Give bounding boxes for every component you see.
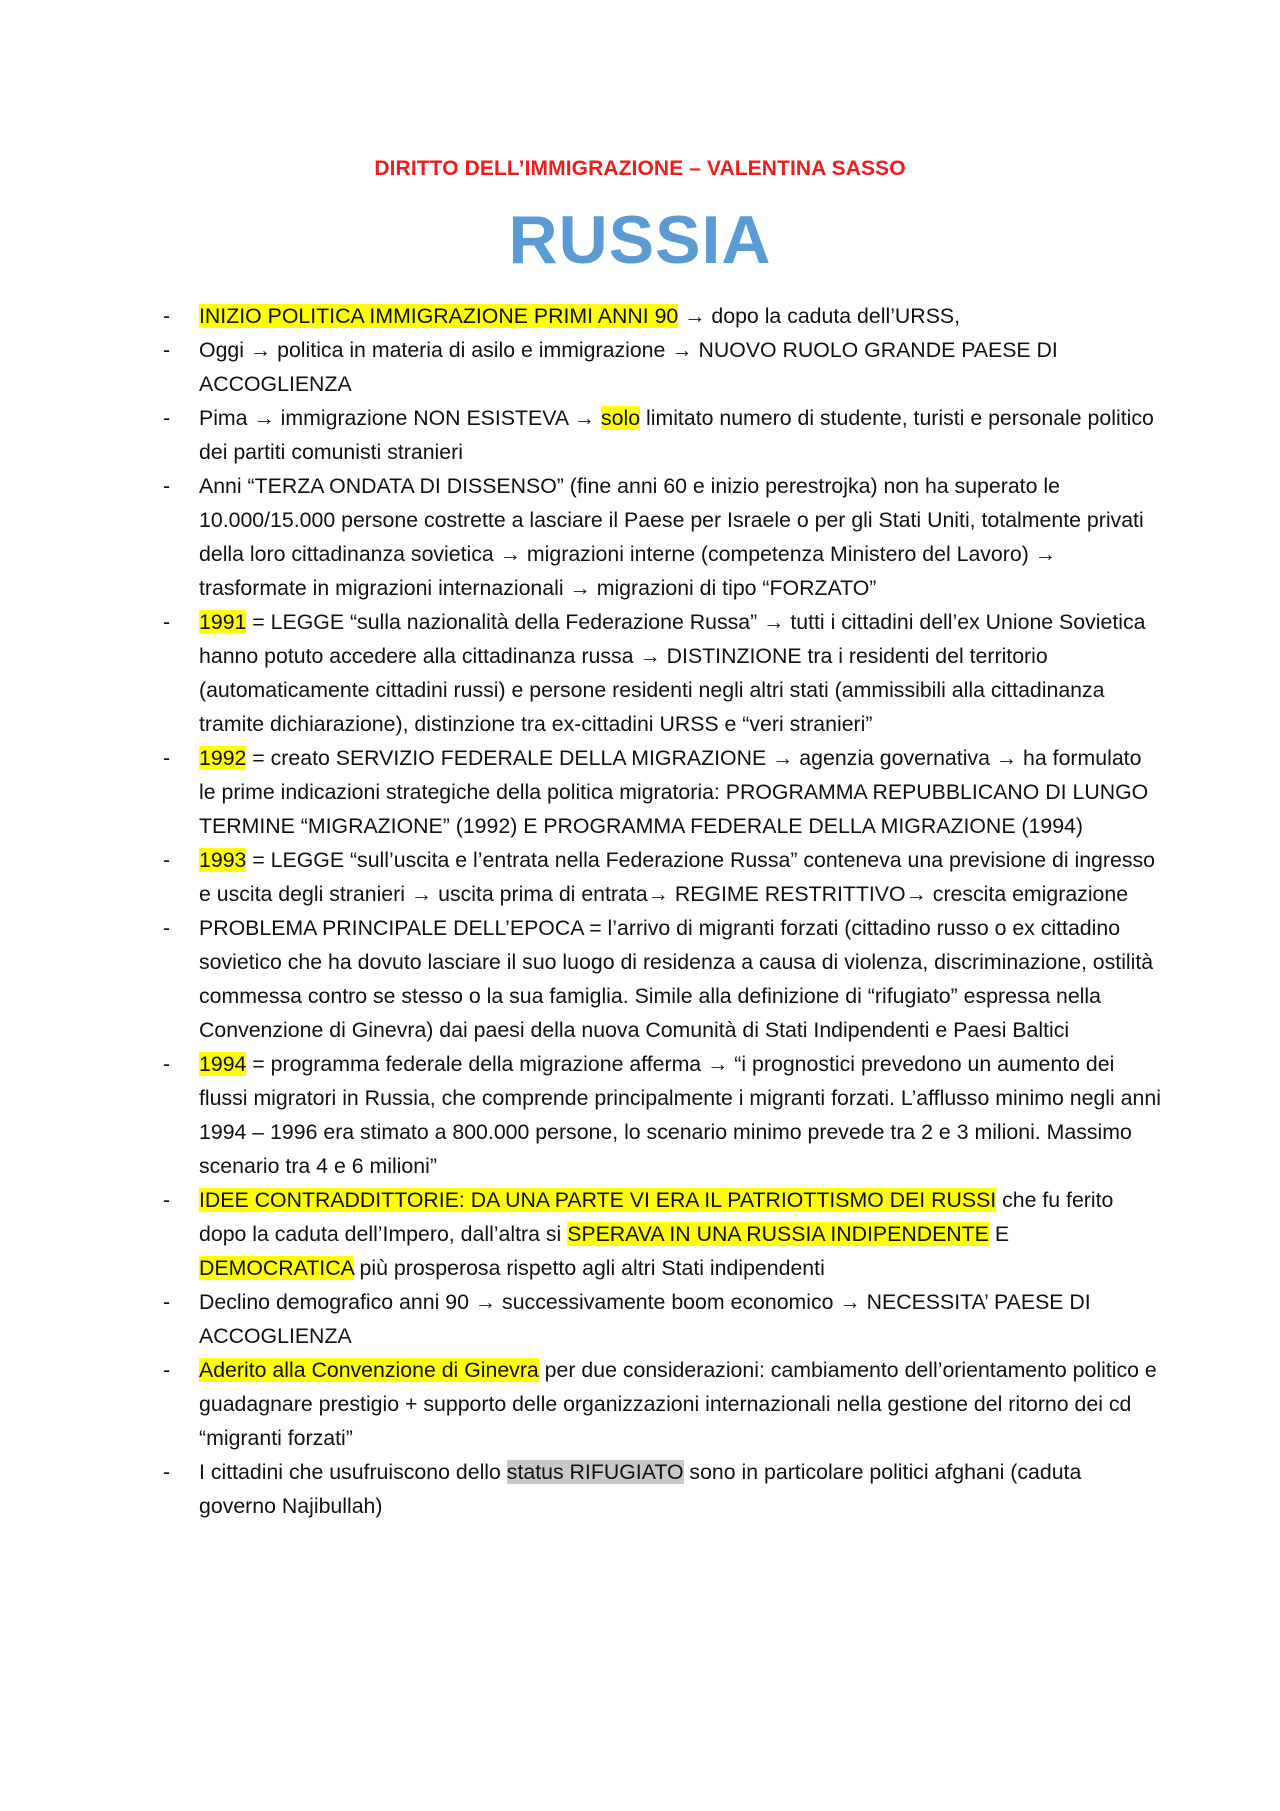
bullet-dash: - xyxy=(163,474,171,498)
bullet-dash: - xyxy=(163,1052,171,1076)
arrow-icon: → xyxy=(905,882,927,906)
arrow-icon: → xyxy=(839,1290,861,1314)
highlighted-text: solo xyxy=(601,406,641,430)
arrow-icon: → xyxy=(772,746,794,770)
list-item: - Declino demografico anni 90 → successivamente boom economico → NECESSITA’ PAESE DI ACCOGLIENZA xyxy=(163,1285,1163,1353)
list-item: - 1991 = LEGGE “sulla nazionalità della Federazione Russa” → tutti i cittadini dell’ex Unione Sovietica hanno potuto accedere alla cittadinanza russa → DISTINZIONE tra i residenti del territorio (automaticamente cittadini russi) e persone residenti negli altri stati (ammissibili alla cittadinanza tramite dichiarazione), distinzione tra ex-cittadini URSS e “veri stranieri” xyxy=(163,605,1163,741)
arrow-icon: → xyxy=(684,304,706,328)
highlighted-text: INIZIO POLITICA IMMIGRAZIONE PRIMI ANNI 90 xyxy=(199,304,679,328)
arrow-icon: → xyxy=(249,338,272,362)
bullet-dash: - xyxy=(163,746,171,770)
arrow-icon: → xyxy=(639,644,661,668)
list-item: - IDEE CONTRADDITTORIE: DA UNA PARTE VI ERA IL PATRIOTTISMO DEI RUSSI che fu ferito dopo la caduta dell’Impero, dall’altra si SPERAVA IN UNA RUSSIA INDIPENDENTE E DEMOCRATICA più prosperosa rispetto agli altri Stati indipendenti xyxy=(163,1183,1163,1285)
highlighted-text: 1993 xyxy=(199,848,247,872)
list-item: - INIZIO POLITICA IMMIGRAZIONE PRIMI ANNI 90 → dopo la caduta dell’URSS, xyxy=(163,299,1163,333)
list-item: - Aderito alla Convenzione di Ginevra per due considerazioni: cambiamento dell’orientamento politico e guadagnare prestigio + supporto delle organizzazioni internazionali nella gestione del ritorno dei cd “migranti forzati” xyxy=(163,1353,1163,1455)
highlighted-text: SPERAVA IN UNA RUSSIA INDIPENDENTE xyxy=(567,1222,989,1246)
bullet-dash: - xyxy=(163,916,171,940)
highlighted-text: Aderito alla Convenzione di Ginevra xyxy=(199,1358,539,1382)
list-item: - 1993 = LEGGE “sull’uscita e l’entrata nella Federazione Russa” conteneva una previsione di ingresso e uscita degli stranieri → uscita prima di entrata→ REGIME RESTRITTIVO→ crescita emigrazione xyxy=(163,843,1163,911)
list-item: - Anni “TERZA ONDATA DI DISSENSO” (fine anni 60 e inizio perestrojka) non ha superato le 10.000/15.000 persone costrette a lasciare il Paese per Israele o per gli Stati Uniti, totalmente privati della loro cittadinanza sovietica → migrazioni interne (competenza Ministero del Lavoro) → trasformate in migrazioni internazionali → migrazioni di tipo “FORZATO” xyxy=(163,469,1163,605)
highlighted-text: DEMOCRATICA xyxy=(199,1256,354,1280)
list-item: - Pima → immigrazione NON ESISTEVA → solo limitato numero di studente, turisti e personale politico dei partiti comunisti stranieri xyxy=(163,401,1163,469)
highlighted-text: 1991 xyxy=(199,610,247,634)
list-item: - Oggi → politica in materia di asilo e immigrazione → NUOVO RUOLO GRANDE PAESE DI ACCOGLIENZA xyxy=(163,333,1163,401)
list-item: - 1994 = programma federale della migrazione afferma → “i prognostici prevedono un aumento dei flussi migratori in Russia, che comprende principalmente i migranti forzati. L’afflusso minimo negli anni 1994 – 1996 era stimato a 800.000 persone, lo scenario minimo prevede tra 2 e 3 milioni. Massimo scenario tra 4 e 6 milioni” xyxy=(163,1047,1163,1183)
list-item: - PROBLEMA PRINCIPALE DELL’EPOCA = l’arrivo di migranti forzati (cittadino russo o ex cittadino sovietico che ha dovuto lasciare il suo luogo di residenza a causa di violenza, discriminazione, ostilità commessa contro se stesso o la sua famiglia. Simile alla definizione di “rifugiato” espressa nella Convenzione di Ginevra) dai paesi della nuova Comunità di Stati Indipendenti e Paesi Baltici xyxy=(163,911,1163,1047)
bullet-dash: - xyxy=(163,1358,171,1382)
bullet-dash: - xyxy=(163,338,171,362)
bullet-dash: - xyxy=(163,1290,171,1314)
arrow-icon: → xyxy=(499,542,521,566)
bullet-dash: - xyxy=(163,406,171,430)
bullet-dash: - xyxy=(163,848,171,872)
highlighted-text: IDEE CONTRADDITTORIE: DA UNA PARTE VI ERA IL PATRIOTTISMO DEI RUSSI xyxy=(199,1188,997,1212)
arrow-icon: → xyxy=(671,338,693,362)
bullet-dash: - xyxy=(163,1188,171,1212)
arrow-icon: → xyxy=(995,746,1018,770)
document-header: DIRITTO DELL’IMMIGRAZIONE – VALENTINA SASSO xyxy=(374,157,906,180)
highlighted-text: 1994 xyxy=(199,1052,247,1076)
list-item: - I cittadini che usufruiscono dello status RIFUGIATO sono in particolare politici afghani (caduta governo Najibullah) xyxy=(163,1455,1163,1523)
bullet-list xyxy=(163,299,1163,1523)
list-item: - 1992 = creato SERVIZIO FEDERALE DELLA MIGRAZIONE → agenzia governativa → ha formulato le prime indicazioni strategiche della politica migratoria: PROGRAMMA REPUBBLICANO DI LUNGO TERMINE “MIGRAZIONE” (1992) E PROGRAMMA FEDERALE DELLA MIGRAZIONE (1994) xyxy=(163,741,1163,843)
page-title: RUSSIA xyxy=(508,202,772,278)
arrow-icon: → xyxy=(707,1052,729,1076)
arrow-icon: → xyxy=(253,406,275,430)
arrow-icon: → xyxy=(1034,542,1057,566)
arrow-icon: → xyxy=(410,882,433,906)
highlighted-text: status RIFUGIATO xyxy=(506,1460,684,1484)
bullet-dash: - xyxy=(163,1460,171,1484)
arrow-icon: → xyxy=(647,882,669,906)
arrow-icon: → xyxy=(474,1290,497,1314)
bullet-dash: - xyxy=(163,304,171,328)
arrow-icon: → xyxy=(763,610,785,634)
highlighted-text: 1992 xyxy=(199,746,247,770)
arrow-icon: → xyxy=(573,406,596,430)
arrow-icon: → xyxy=(569,576,591,600)
bullet-dash: - xyxy=(163,610,171,634)
